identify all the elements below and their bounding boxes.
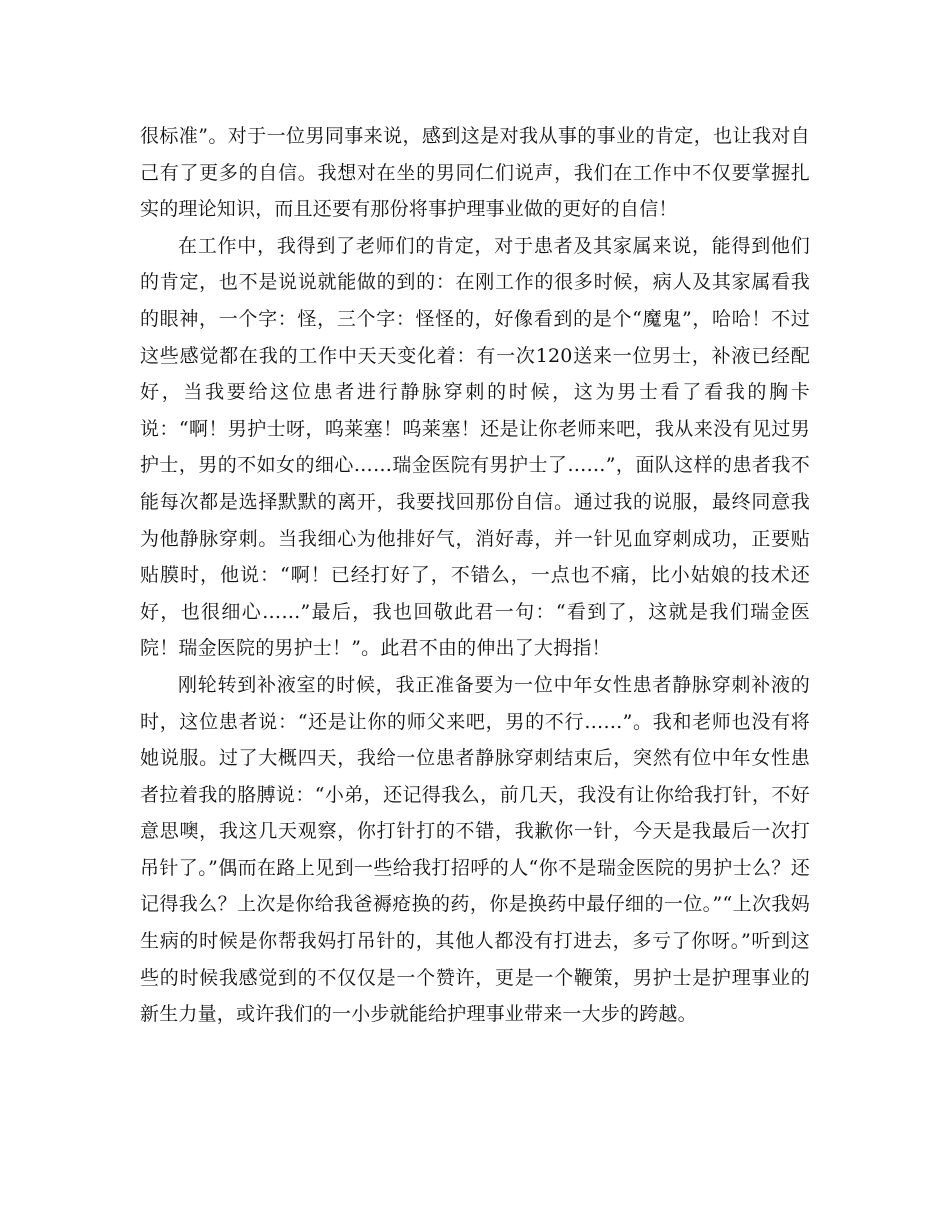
paragraph-3: 刚轮转到补液室的时候，我正准备要为一位中年女性患者静脉穿刺补液的时，这位患者说：“还是让你的师父来吧，男的不行……”。我和老师也没有将她说服。过了大概四天，我给一位患者静脉穿刺结束后，突然有位中年女性患者拉着我的胳膊说：“小弟，还记得我么，前几天，我没有让你给我打针，不好意思噢，我这几天观察，你打针打的不错，我歉你一针，今天是我最后一次打吊针了。”偶而在路上见到一些给我打招呼的人“你不是瑞金医院的男护士么？还记得我么？上次是你给我爸褥疮换的药，你是换药中最仔细的一位。”“上次我妈生病的时候是你帮我妈打吊针的，其他人都没有打进去，多亏了你呀。”听到这些的时候我感觉到的不仅仅是一个赞许，更是一个鞭策，男护士是护理事业的新生力量，或许我们的一小步就能给护理事业带来一大步的跨越。 (140, 673, 810, 1026)
paragraph-2: 在工作中，我得到了老师们的肯定，对于患者及其家属来说，能得到他们的肯定，也不是说说就能做的到的：在刚工作的很多时候，病人及其家属看我的眼神，一个字：怪，三个字：怪怪的，好像看到的是个“魔鬼”，哈哈！不过这些感觉都在我的工作中天天变化着：有一次120送来一位男士，补液已经配好，当我要给这位患者进行静脉穿刺的时候，这为男士看了看我的胸卡说：“啊！男护士呀，呜莱塞！呜莱塞！还是让你老师来吧，我从来没有见过男护士，男的不如女的细心……瑞金医院有男护士了……”，面队这样的患者我不能每次都是选择默默的离开，我要找回那份自信。通过我的说服，最终同意我为他静脉穿刺。当我细心为他排好气，消好毒，并一针见血穿刺成功，正要贴贴膜时，他说：“啊！已经打好了，不错么，一点也不痛，比小姑娘的技术还好，也很细心……”最后，我也回敬此君一句：“看到了，这就是我们瑞金医院！瑞金医院的男护士！”。此君不由的伸出了大拇指！ (140, 234, 810, 660)
document-body (140, 118, 810, 1033)
paragraph-1: 很标准”。对于一位男同事来说，感到这是对我从事的事业的肯定，也让我对自己有了更多的自信。我想对在坐的男同仁们说声，我们在工作中不仅要掌握扎实的理论知识，而且还要有那份将事护理事业做的更好的自信！ (140, 125, 810, 221)
